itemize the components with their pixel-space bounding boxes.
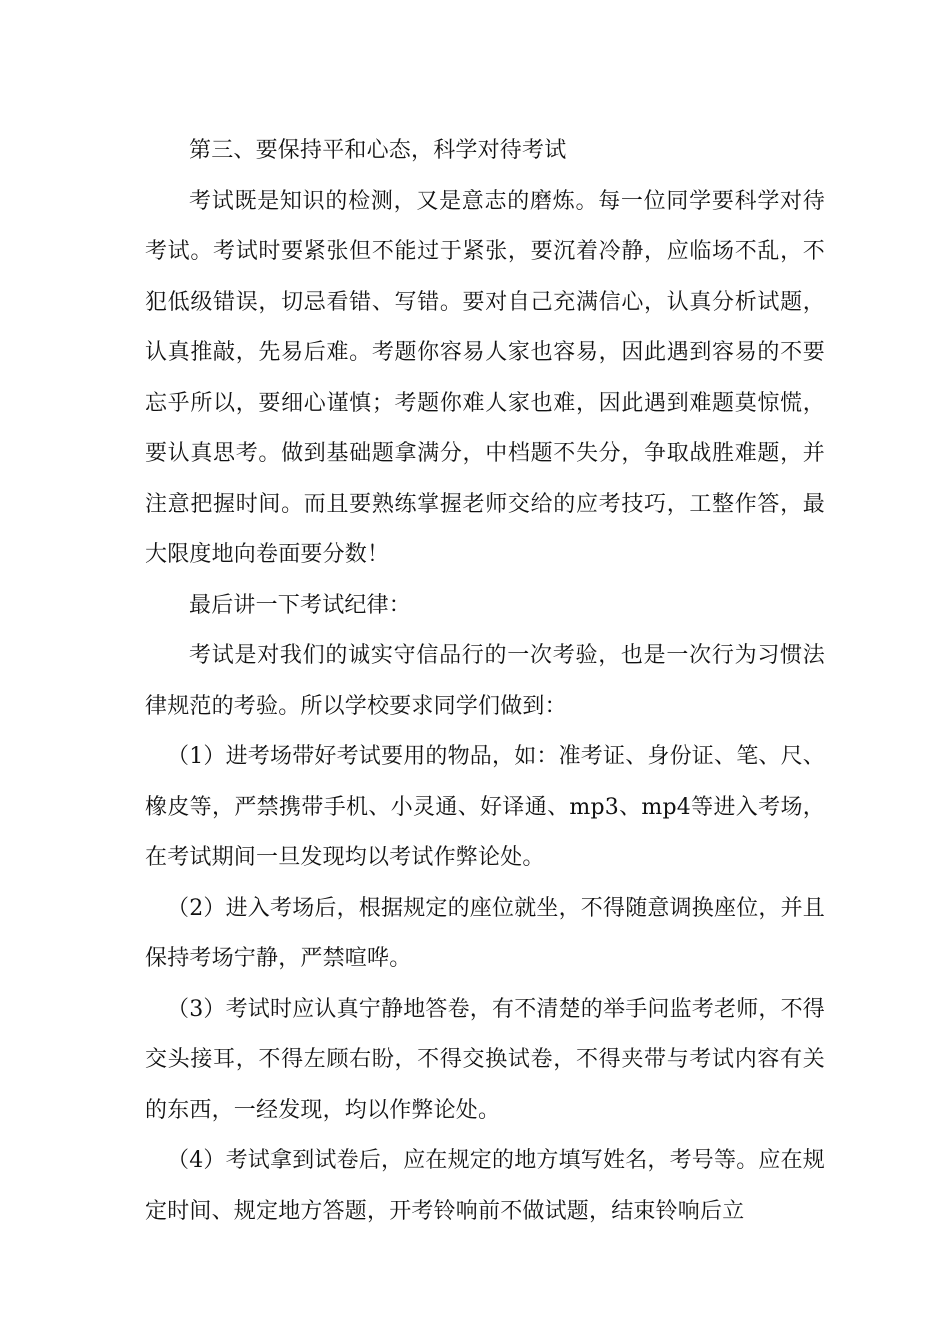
list-item-rule-1: （1）进考场带好考试要用的物品，如：准考证、身份证、笔、尺、橡皮等，严禁携带手机、小灵通、好译通、mp3、mp4等进入考场，在考试期间一旦发现均以考试作弊论处。 xyxy=(145,744,825,870)
document-body xyxy=(145,126,825,1237)
paragraph-honesty: 考试是对我们的诚实守信品行的一次考验，也是一次行为习惯法律规范的考验。所以学校要求同学们做到： xyxy=(145,643,825,719)
list-item-rule-3: （3）考试时应认真宁静地答卷，有不清楚的举手问监考老师，不得交头接耳，不得左顾右盼，不得交换试卷，不得夹带与考试内容有关的东西，一经发现，均以作弊论处。 xyxy=(145,996,825,1123)
paragraph-exam-attitude: 考试既是知识的检测，又是意志的磨炼。每一位同学要科学对待考试。考试时要紧张但不能过于紧张，要沉着冷静，应临场不乱，不犯低级错误，切忌看错、写错。要对自己充满信心，认真分析试题，认真推敲，先易后难。考题你容易人家也容易，因此遇到容易的不要忘乎所以，要细心谨慎；考题你难人家也难，因此遇到难题莫惊慌，要认真思考。做到基础题拿满分，中档题不失分，争取战胜难题，并注意把握时间。而且要熟练掌握老师交给的应考技巧，工整作答，最大限度地向卷面要分数！ xyxy=(145,188,825,567)
list-item-rule-4: （4）考试拿到试卷后，应在规定的地方填写姓名，考号等。应在规定时间、规定地方答题，开考铃响前不做试题，结束铃响后立 xyxy=(145,1148,825,1224)
list-item-rule-2: （2）进入考场后，根据规定的座位就坐，不得随意调换座位，并且保持考场宁静，严禁喧哗。 xyxy=(145,895,825,971)
paragraph-discipline-intro: 最后讲一下考试纪律： xyxy=(189,592,412,618)
section-heading: 第三、要保持平和心态，科学对待考试 xyxy=(189,138,567,163)
